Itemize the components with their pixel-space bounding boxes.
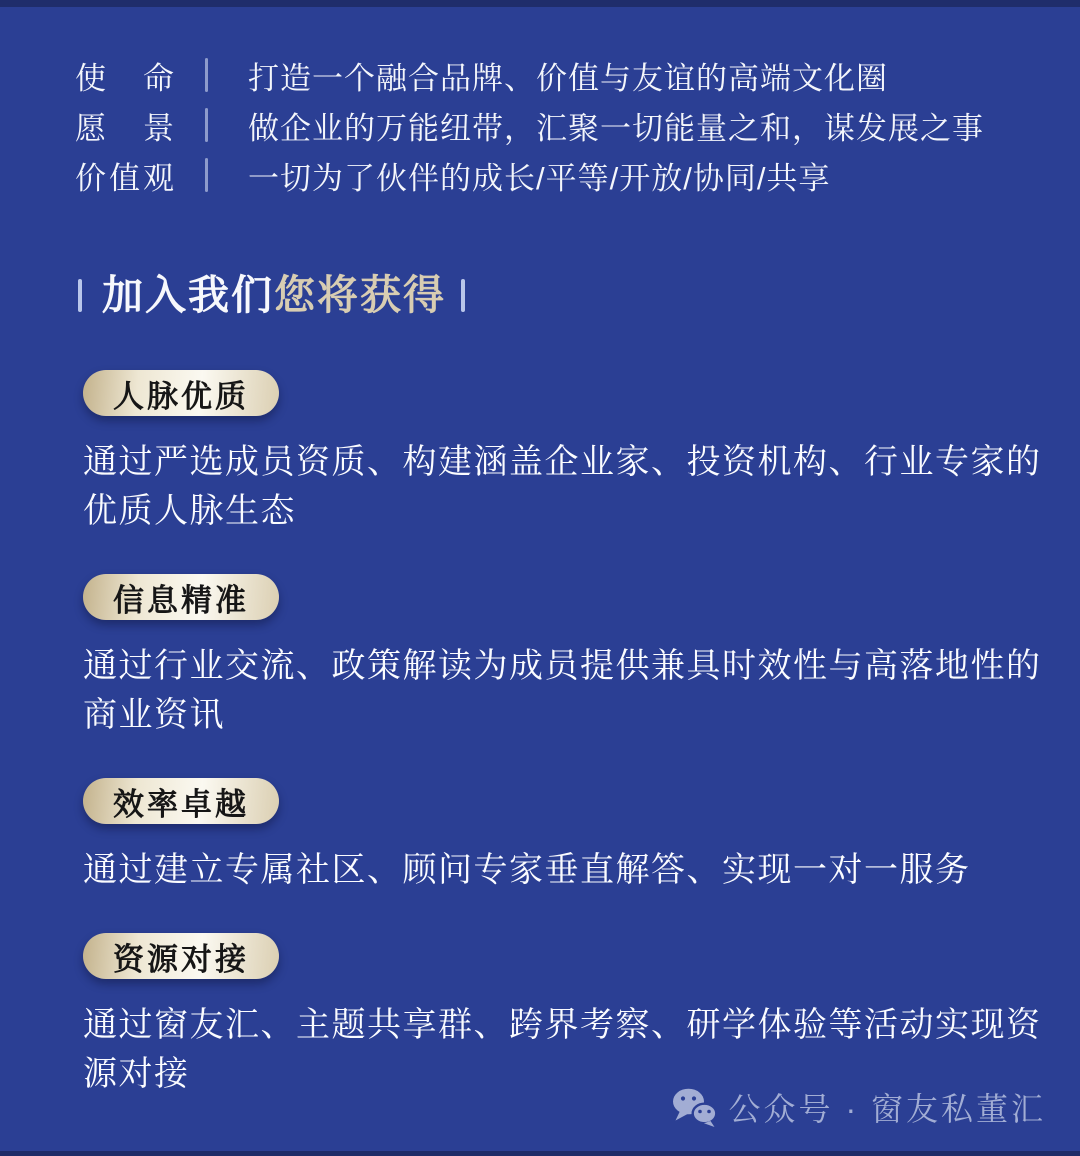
benefit-tag-label: 效率卓越 — [113, 786, 249, 822]
mission-label: 使命 — [75, 60, 174, 96]
benefit-tag — [83, 370, 279, 416]
title-accent: 您将获得 — [274, 272, 446, 318]
benefit-tag-label: 人脉优质 — [113, 378, 249, 414]
benefit-block-network — [83, 370, 1080, 536]
benefits-list — [0, 318, 1080, 1099]
header-left-bar — [78, 279, 82, 312]
vertical-divider — [205, 108, 208, 142]
vertical-divider — [205, 158, 208, 192]
benefit-tag-label: 信息精准 — [113, 582, 249, 618]
values-label: 价值观 — [75, 160, 174, 196]
benefit-block-resources — [83, 933, 1080, 1099]
title-main: 加入我们 — [102, 272, 274, 318]
vision-row — [75, 100, 1080, 150]
wechat-footer — [671, 1084, 1046, 1130]
vision-text: 做企业的万能纽带，汇聚一切能量之和，谋发展之事 — [248, 110, 984, 146]
vertical-divider — [205, 58, 208, 92]
benefit-tag — [83, 778, 279, 824]
page-title — [102, 272, 446, 318]
wechat-icon — [671, 1087, 717, 1128]
benefit-block-information — [83, 574, 1080, 740]
benefit-description: 通过严选成员资质、构建涵盖企业家、投资机构、行业专家的优质人脉生态 — [83, 443, 1042, 530]
values-row — [75, 150, 1080, 200]
benefit-tag — [83, 574, 279, 620]
benefit-description: 通过窗友汇、主题共享群、跨界考察、研学体验等活动实现资源对接 — [83, 1006, 1042, 1093]
benefit-tag — [83, 933, 279, 979]
vision-label: 愿景 — [75, 110, 174, 146]
wechat-account-label: 公众号 · 窗友私董汇 — [728, 1091, 1046, 1127]
values-text: 一切为了伙伴的成长/平等/开放/协同/共享 — [248, 160, 831, 196]
benefit-description: 通过行业交流、政策解读为成员提供兼具时效性与高落地性的商业资讯 — [83, 647, 1042, 734]
mission-text: 打造一个融合品牌、价值与友谊的高端文化圈 — [248, 60, 888, 96]
mission-section — [0, 0, 1080, 200]
benefit-tag-label: 资源对接 — [113, 941, 249, 977]
benefit-description: 通过建立专属社区、顾问专家垂直解答、实现一对一服务 — [83, 851, 971, 889]
header-right-bar — [461, 279, 465, 312]
mission-row — [75, 50, 1080, 100]
section-header — [78, 272, 1080, 318]
benefit-block-efficiency — [83, 778, 1080, 895]
